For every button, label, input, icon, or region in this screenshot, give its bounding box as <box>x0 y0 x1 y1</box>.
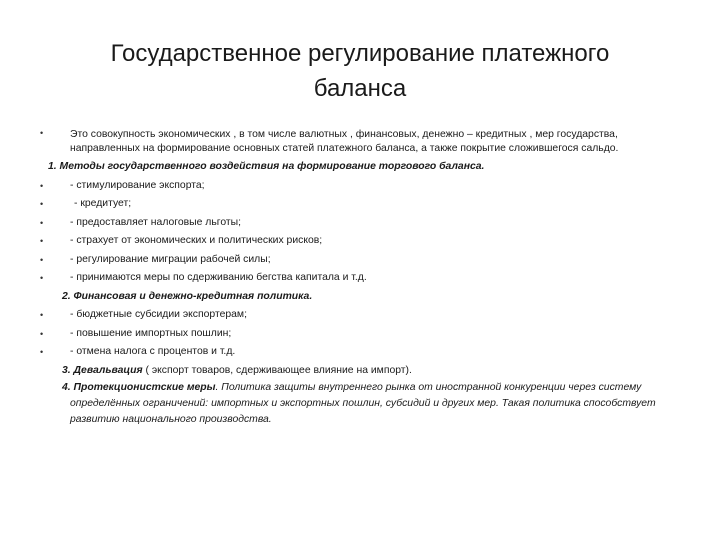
list-item-text: - предоставляет налоговые льготы; <box>70 216 241 228</box>
list-item <box>40 269 690 288</box>
intro-text: Это совокупность экономических , в том числе валютных , финансовых, денежно – кредитных , мер государства, направленных на формирование основных статей платежного баланса, а также покрытие сложившегося сальдо. <box>70 129 619 154</box>
bullet-icon: • <box>40 217 44 228</box>
section-3-text: ( экспорт товаров, сдерживающее влияние на импорт). <box>142 364 412 376</box>
list-item <box>40 325 690 344</box>
bullet-icon: • <box>40 199 44 210</box>
list-item <box>40 251 690 270</box>
list-item-text: - кредитует; <box>74 198 132 210</box>
list-item <box>40 177 690 196</box>
section-3-lead: 3. Девальвация <box>62 364 143 376</box>
list-item <box>40 232 690 251</box>
bullet-icon: • <box>40 128 44 138</box>
list-item-text: - бюджетные субсидии экспортерам; <box>70 309 247 321</box>
bullet-icon: • <box>40 254 44 265</box>
list-item-text: - повышение импортных пошлин; <box>70 327 232 339</box>
title-line-1: Государственное регулирование платежного <box>110 40 610 67</box>
list-item-text: - регулирование миграции рабочей силы; <box>70 253 271 265</box>
list-item-text: - стимулирование экспорта; <box>70 179 205 191</box>
bullet-icon: • <box>40 328 44 339</box>
section-1-heading: 1. Методы государственного воздействия на формирование торгового баланса. <box>48 161 485 173</box>
bullet-icon: • <box>40 236 44 247</box>
section-4-text: . Политика защиты внутреннего рынка от иностранной конкуренции через систему определённых ограничений: импортных и экспортных пошлин, субсидий и других мер. Такая политика способствует развитию национального производства. <box>70 382 656 426</box>
list-item <box>40 214 690 233</box>
bullet-icon: • <box>40 273 44 284</box>
section-4-paragraph <box>40 380 690 428</box>
slide-title <box>60 36 660 106</box>
list-item <box>40 306 690 325</box>
list-item-text: - принимаются меры по сдерживанию бегства капитала и т.д. <box>70 272 367 284</box>
section-3-paragraph <box>40 362 690 381</box>
list-item <box>40 195 690 214</box>
bullet-icon: • <box>40 180 44 191</box>
bullet-icon: • <box>40 310 44 321</box>
section-4-lead: 4. Протекционистские меры <box>62 382 216 394</box>
title-line-2: баланса <box>313 75 407 102</box>
list-item-text: - отмена налога с процентов и т.д. <box>70 346 236 358</box>
section-2-heading: 2. Финансовая и денежно-кредитная политика. <box>62 290 313 302</box>
list-item <box>40 343 690 362</box>
list-item-text: - страхует от экономических и политических рисков; <box>70 235 323 247</box>
bullet-icon: • <box>40 347 44 358</box>
slide-body <box>40 128 690 428</box>
intro-paragraph <box>40 128 690 155</box>
